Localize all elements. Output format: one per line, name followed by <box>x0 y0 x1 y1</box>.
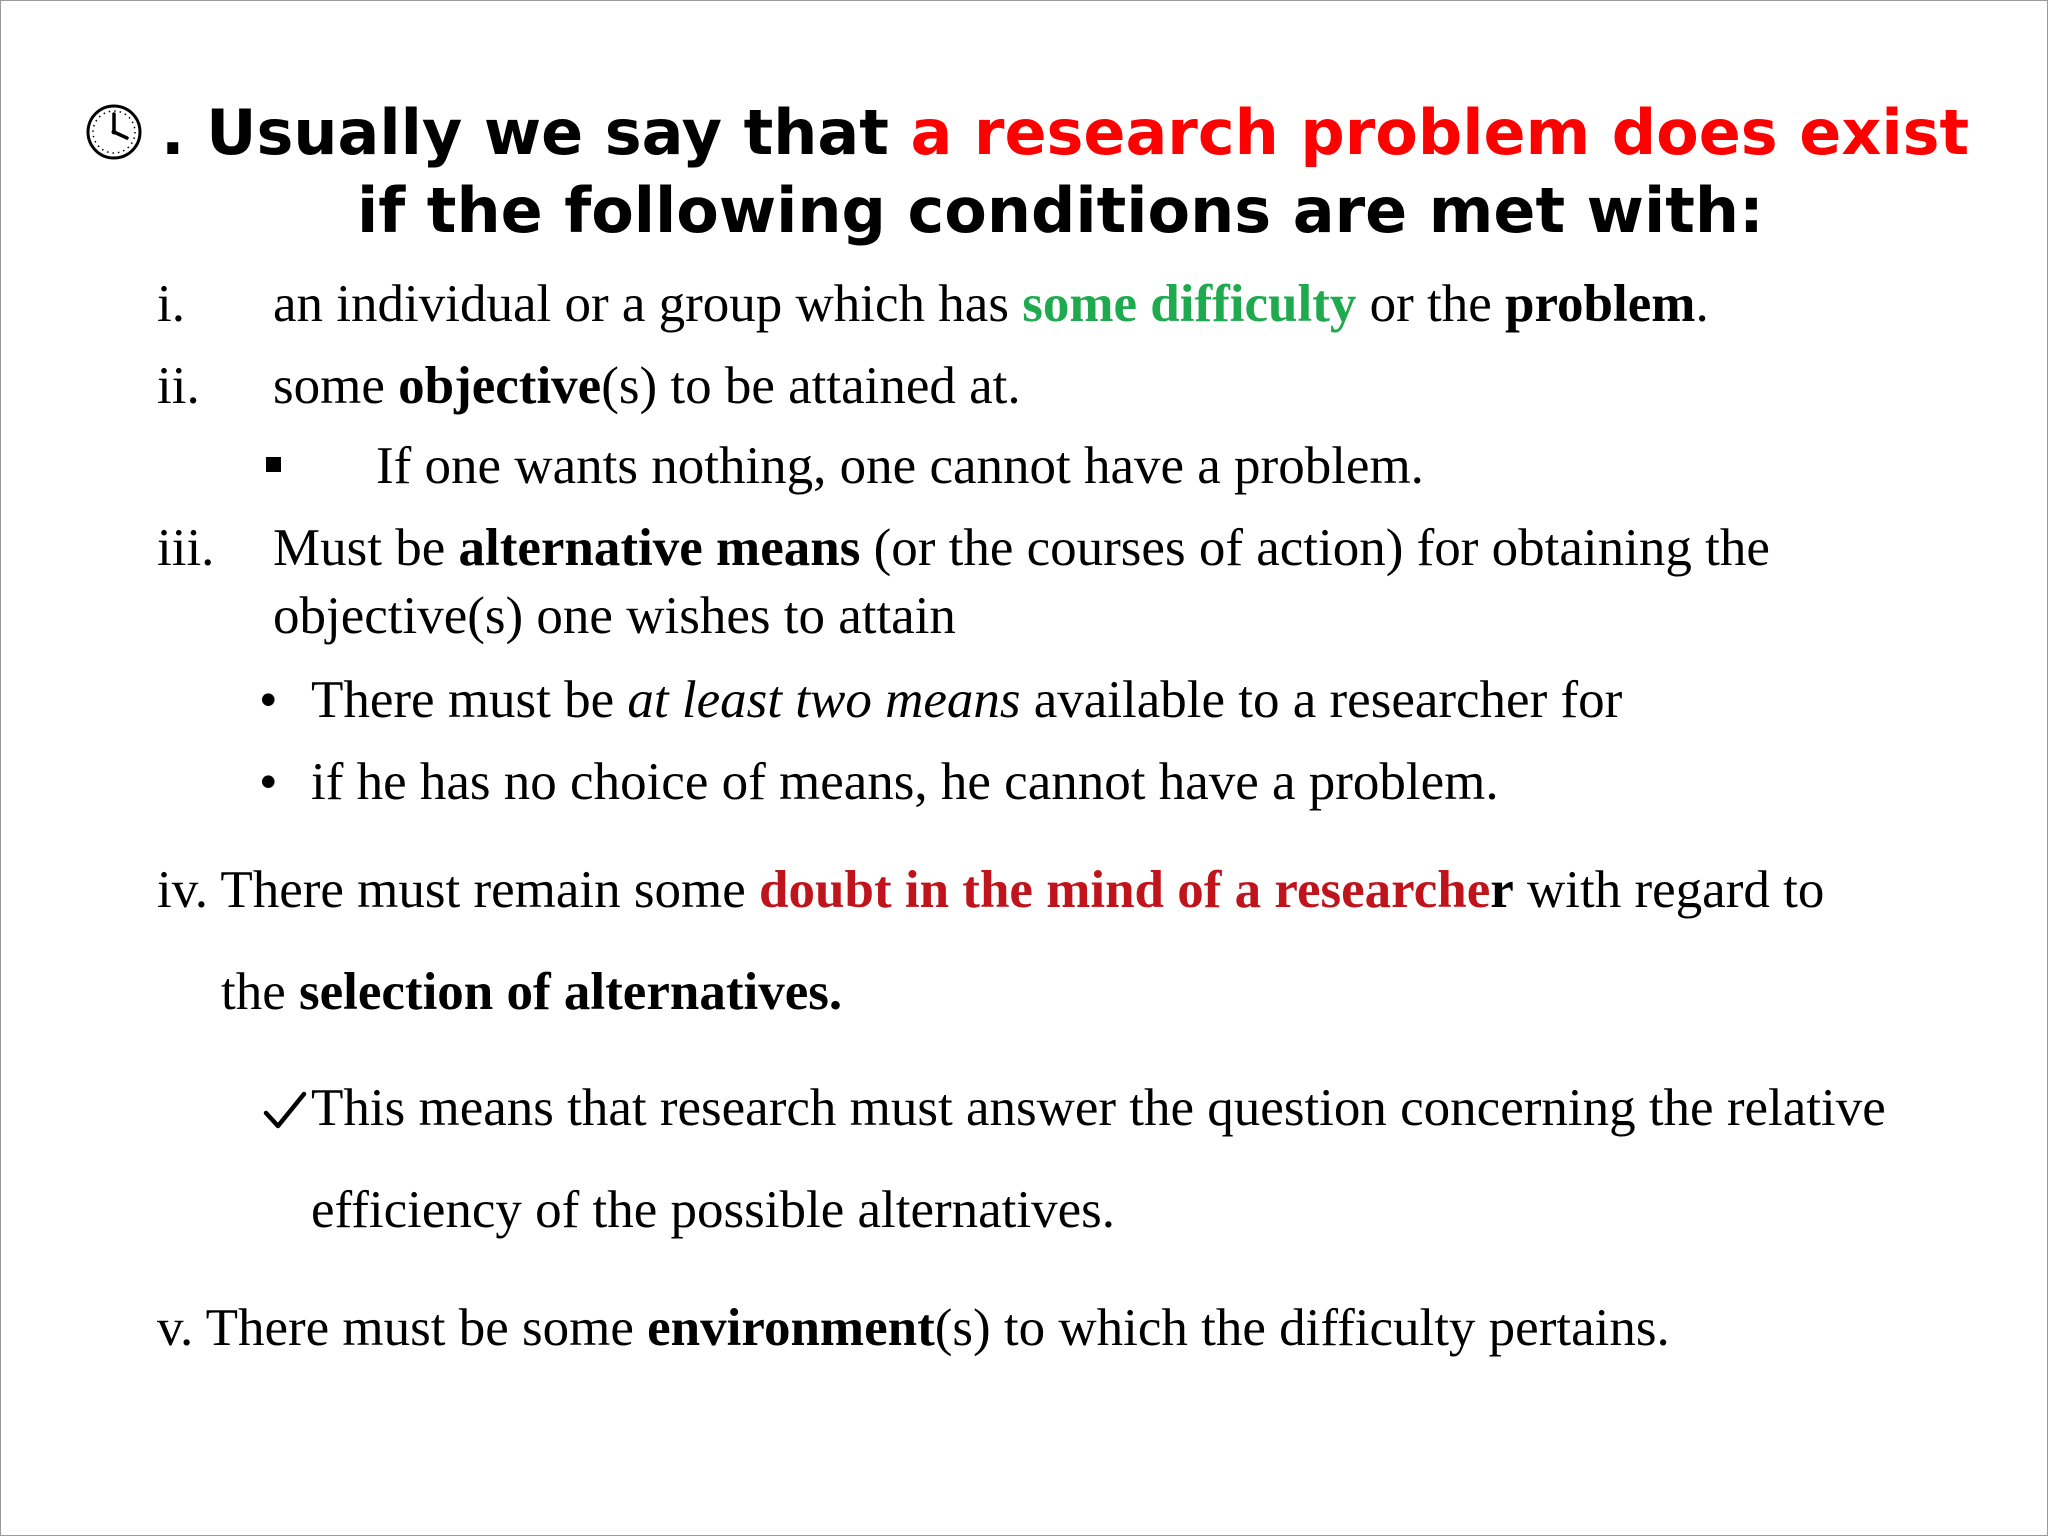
item-iv-text-part: the <box>221 963 299 1021</box>
item-iv-bold-r: r <box>1490 861 1514 919</box>
item-i-bold: problem <box>1505 275 1696 333</box>
item-iii-text-line-2: objective(s) one wishes to attain <box>273 587 956 645</box>
item-ii-text <box>273 355 1021 417</box>
bullet-italic: at least two means <box>627 671 1021 729</box>
item-v-text-part: (s) to which the difficulty pertains. <box>934 1299 1670 1357</box>
item-ii-marker: ii. <box>157 357 200 415</box>
item-ii-subpoint: If one wants nothing, one cannot have a problem. <box>376 437 1424 495</box>
item-iii-text <box>273 517 1770 579</box>
title-highlight: a research problem does exist <box>910 96 1970 169</box>
item-v-text-part: There must be some <box>193 1299 648 1357</box>
item-v-text <box>157 1297 1670 1359</box>
bullet-text-part: There must be <box>311 671 628 729</box>
item-iii-text-part: (or the courses of action) for obtaining the <box>860 519 1770 577</box>
item-iii-bullet-1 <box>311 669 1622 731</box>
item-iii-bold: alternative means <box>458 519 861 577</box>
title-prefix: . Usually we say that <box>161 96 911 169</box>
item-v-marker: v. <box>157 1299 194 1357</box>
item-iv-line-2 <box>221 961 842 1023</box>
square-bullet-icon <box>266 457 281 472</box>
item-i-text-part: or the <box>1356 275 1506 333</box>
item-i-text-part: an individual or a group which has <box>273 275 1023 333</box>
item-ii-text-part: (s) to be attained at. <box>601 357 1021 415</box>
item-ii-bold: objective <box>398 357 602 415</box>
item-i-marker: i. <box>157 275 185 333</box>
item-v-bold: environment <box>647 1299 935 1357</box>
item-ii-text-part: some <box>273 357 399 415</box>
item-i-emphasis: some difficulty <box>1022 275 1357 333</box>
item-iv-text-part: There must remain some <box>208 861 760 919</box>
item-iv-marker: iv. <box>157 861 209 919</box>
bullet-icon: • <box>259 753 278 811</box>
item-iv-line-1 <box>157 859 1824 921</box>
clock-icon <box>85 103 143 161</box>
bullet-text-part: available to a researcher for <box>1020 671 1623 729</box>
checkmark-icon <box>263 1089 307 1133</box>
item-iv-check-line-1: This means that research must answer the question concerning the relative <box>311 1079 1886 1137</box>
title-line-1 <box>161 97 1969 169</box>
item-iv-text-part: with regard to <box>1513 861 1825 919</box>
title-line-2: if the following conditions are met with: <box>357 174 1764 247</box>
item-iii-bullet-2: if he has no choice of means, he cannot have a problem. <box>311 753 1499 811</box>
item-iii-text-part: Must be <box>273 519 459 577</box>
item-iii-marker: iii. <box>157 519 215 577</box>
item-i-text <box>273 273 1709 335</box>
item-iv-emphasis: doubt in the mind of a researche <box>759 861 1491 919</box>
item-i-text-part: . <box>1695 275 1709 333</box>
item-iv-bold: selection of alternatives. <box>299 963 843 1021</box>
item-iv-check-line-2: efficiency of the possible alternatives. <box>311 1181 1116 1239</box>
bullet-icon: • <box>259 671 278 729</box>
